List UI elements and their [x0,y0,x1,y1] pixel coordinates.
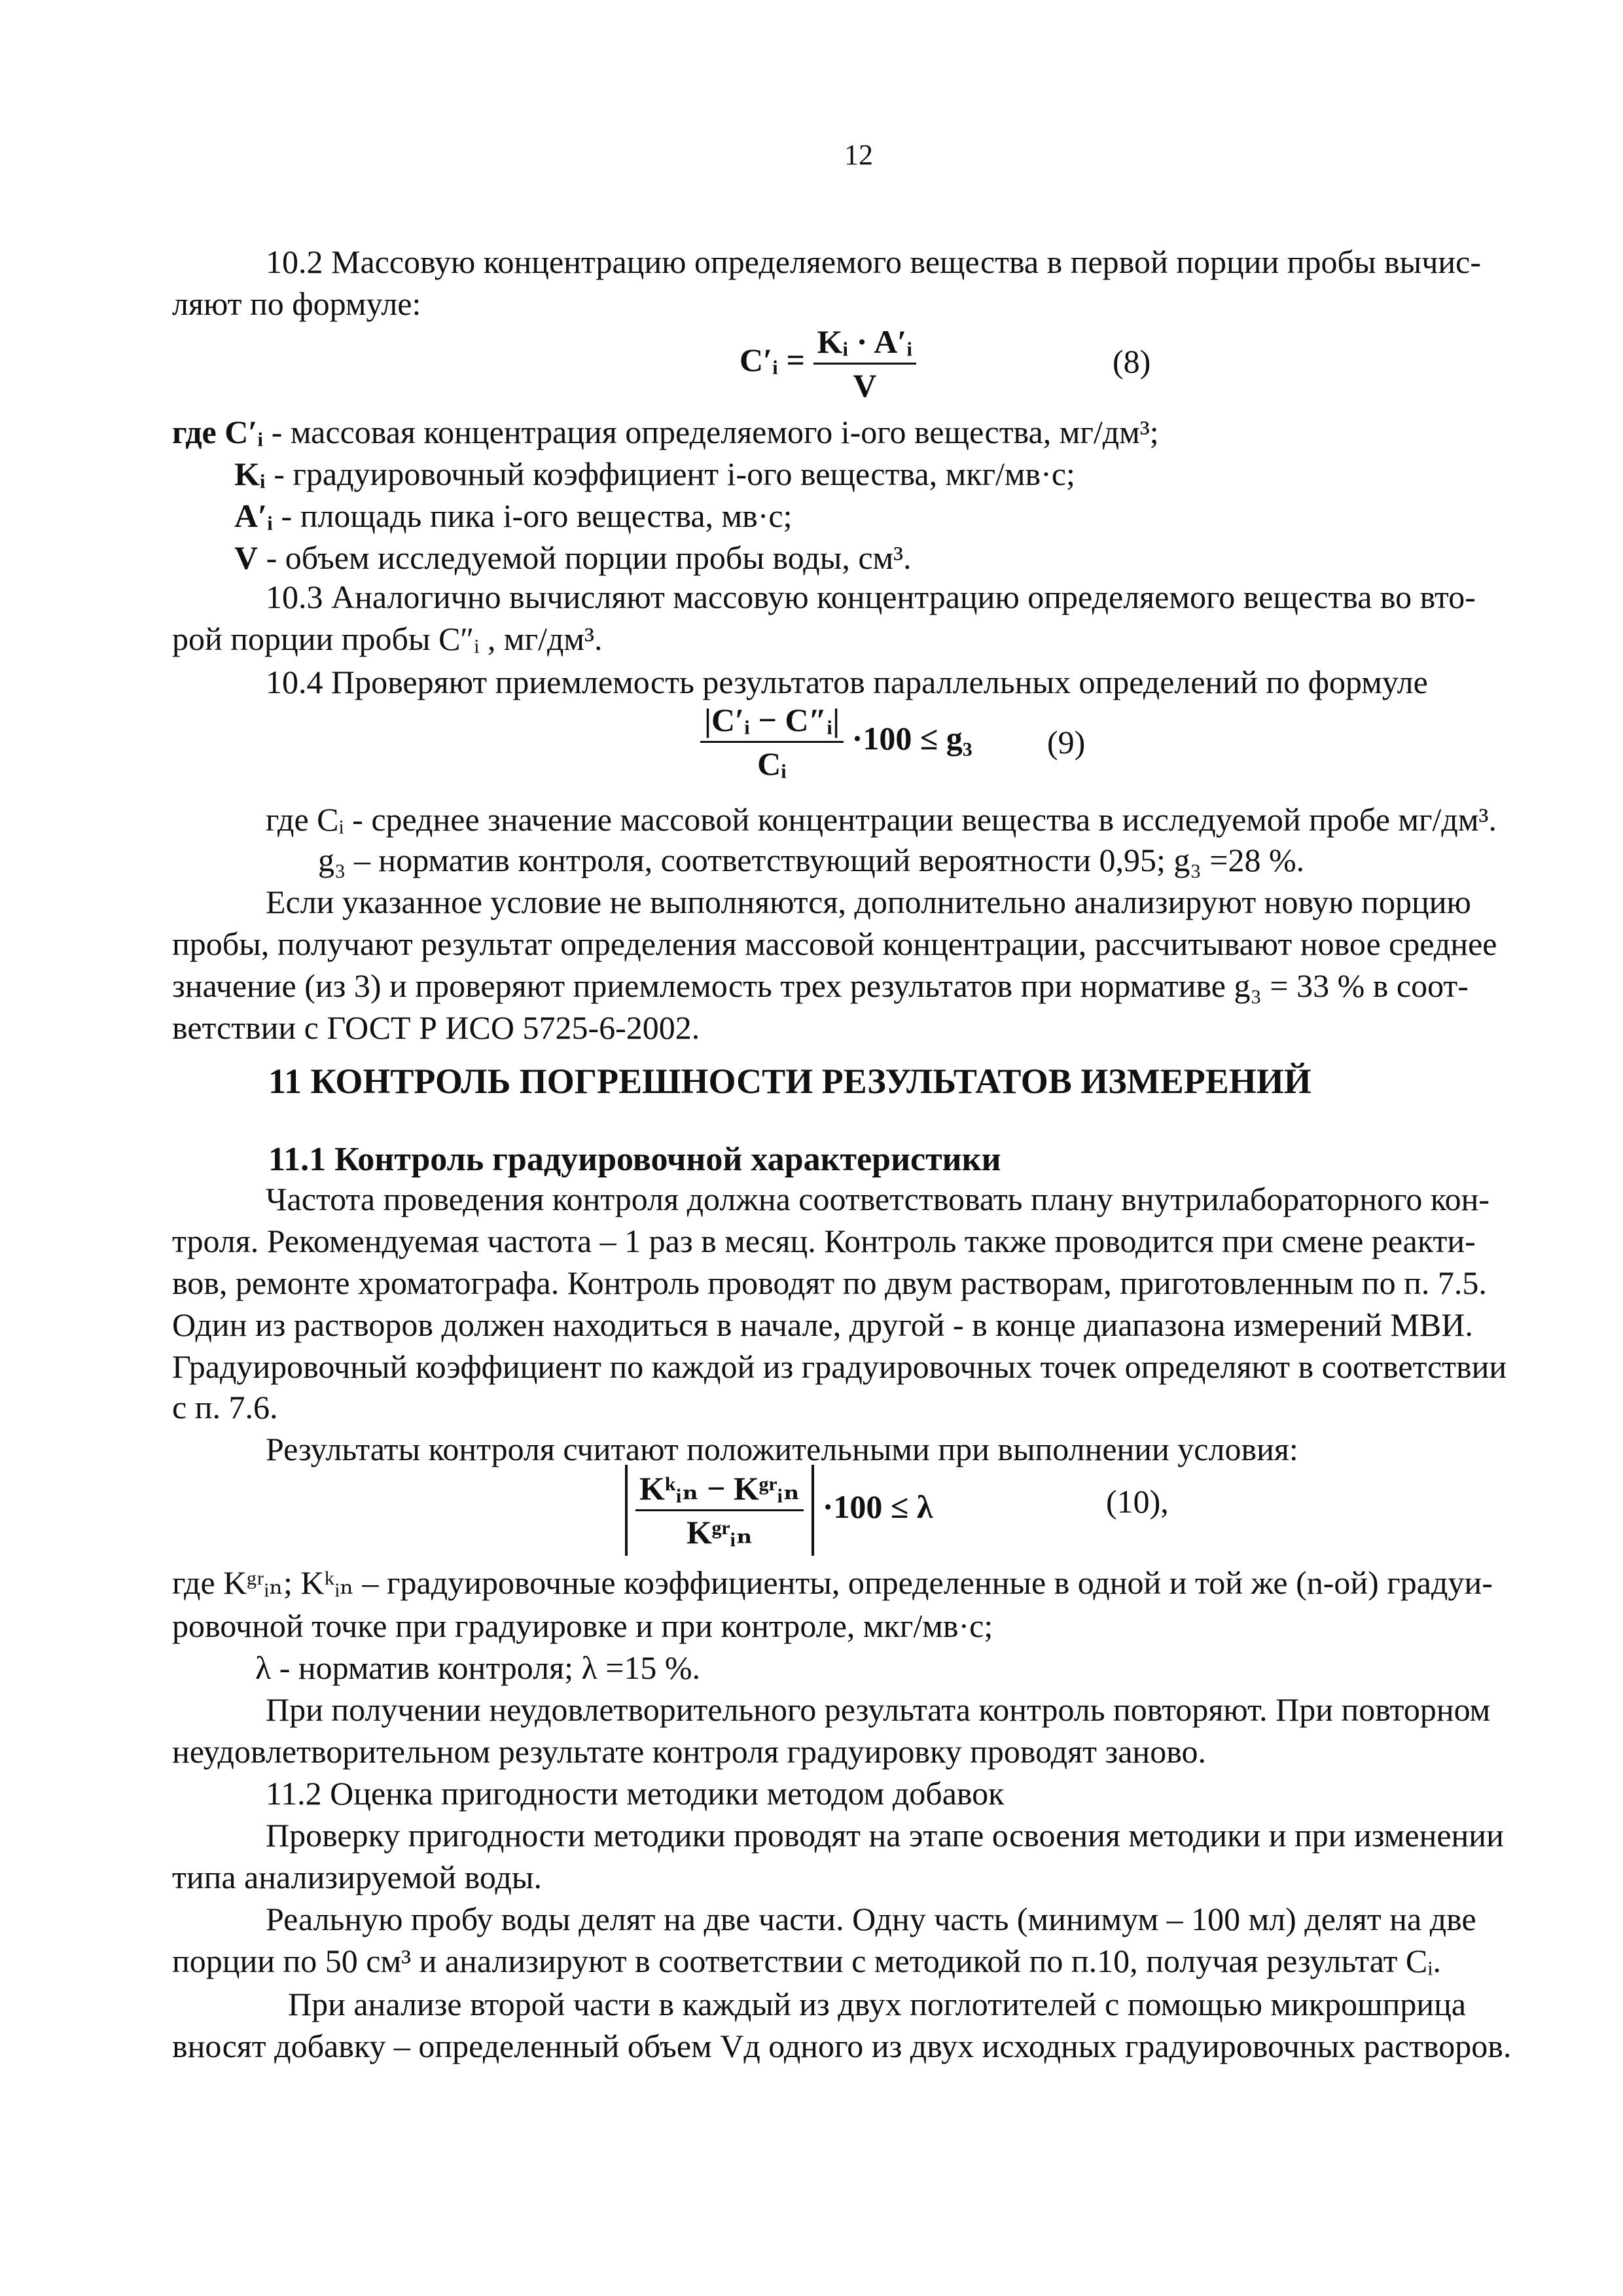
formula-9-denominator: Cᵢ [757,745,787,782]
p-fail-line-1: При получении неудовлетворительного результата контроль повторяют. При повторном [266,1691,1491,1728]
where9-line-2: g₃ – норматив контроля, соответствующий вероятности 0,95; g₃ =28 %. [318,842,1305,878]
p-second-line-1: При анализе второй части в каждый из двух поглотителей с помощью микрошприца [288,1986,1467,2022]
formula-9-numerator: |C′ᵢ − C″ᵢ| [700,699,844,743]
p10-3-line-1: 10.3 Аналогично вычисляют массовую концентрацию определяемого вещества во вто- [266,579,1476,615]
formula-8-lhs: C′ᵢ = [740,341,806,378]
formula-9-tail: ·100 ≤ g₃ [851,719,972,757]
page-number: 12 [844,139,873,171]
formula-10-fraction [635,1467,804,1553]
p-second-line-2: вносят добавку – определенный объем Vд одного из двух исходных градуировочных растворов. [172,2028,1512,2064]
formula-8 [740,321,916,406]
lambda-line: λ - норматив контроля; λ =15 %. [255,1649,701,1686]
p10-2-line-1: 10.2 Массовую концентрацию определяемого вещества в первой порции пробы вычис- [266,243,1481,280]
where8-sym-4: V [234,539,259,576]
p10-3-line-2: рой порции пробы C″ᵢ , мг/дм³. [172,620,603,657]
formula-10-denominator: Kᵍʳᵢₙ [687,1514,753,1551]
where8-line-3 [234,495,793,537]
p11-1-line-4: Один из растворов должен находиться в начале, другой - в конце диапазона измерений МВИ. [172,1306,1473,1343]
where8-text-4: - объем исследуемой порции пробы воды, см³. [258,539,912,576]
formula-10-number: (10), [1106,1483,1169,1520]
p11-1-line-5: Градуировочный коэффициент по каждой из градуировочных точек определяют в соответствии [172,1348,1507,1385]
p10-2-line-2: ляют по формуле: [172,285,421,322]
where8-line-4 [234,537,912,579]
where8-sym-2: Kᵢ [234,456,266,492]
formula-10-abs [625,1465,814,1556]
p-real-line-2: порции по 50 см³ и анализируют в соответствии с методикой по п.10, получая результат Cᵢ. [172,1943,1441,1979]
p11-1-line-6: с п. 7.6. [172,1389,278,1426]
where10-line-2: ровочной точке при градуировке и при контроле, мкг/мв·с; [172,1607,993,1644]
where10-line-1: где Kᵍʳᵢₙ; Kᵏᵢₙ – градуировочные коэффициенты, определенные в одной и той же (n-ой) градуи- [172,1564,1493,1601]
p11-1-line-3: вов, ремонте хроматографа. Контроль проводят по двум растворам, приготовленным по п. 7.5. [172,1265,1487,1301]
where8-text-1: - массовая концентрация определяемого i-ого вещества, мг/дм³; [263,414,1159,450]
formula-9-number: (9) [1047,724,1086,761]
formula-10-tail: ·100 ≤ λ [822,1488,933,1525]
formula-9-fraction [700,699,844,785]
p-if-line-3: значение (из 3) и проверяют приемлемость трех результатов при нормативе g₃ = 33 % в соот- [172,967,1469,1004]
formula-8-number: (8) [1113,343,1151,380]
formula-9 [700,699,972,785]
formula-8-fraction [813,321,917,406]
p-if-line-2: пробы, получают результат определения массовой концентрации, рассчитывают новое среднее [172,925,1497,962]
where8-sym-1: где C′ᵢ [172,414,264,450]
p11-1-line-1: Частота проведения контроля должна соответствовать плану внутрилабораторного кон- [266,1181,1490,1217]
where8-text-3: - площадь пика i-ого вещества, мв·с; [273,497,793,534]
p11-1-line-2: троля. Рекомендуемая частота – 1 раз в месяц. Контроль также проводится при смене реакти- [172,1223,1476,1259]
section-11-1-heading: 11.1 Контроль градуировочной характеристики [268,1141,1001,1178]
where8-line-2 [234,453,1075,495]
section-11-heading: 11 КОНТРОЛЬ ПОГРЕШНОСТИ РЕЗУЛЬТАТОВ ИЗМЕРЕНИЙ [268,1062,1311,1101]
where8-text-2: - градуировочный коэффициент i-ого вещества, мкг/мв·с; [265,456,1075,492]
formula-8-numerator: Kᵢ · A′ᵢ [813,321,917,365]
where8-line-1 [172,411,1159,453]
p10-4: 10.4 Проверяют приемлемость результатов параллельных определений по формуле [266,664,1428,700]
p11-2-line-1: Проверку пригодности методики проводят на этапе освоения методики и при изменении [266,1817,1504,1854]
where8-sym-3: A′ᵢ [234,497,274,534]
p-real-line-1: Реальную пробу воды делят на две части. Одну часть (минимум – 100 мл) делят на две [266,1901,1476,1937]
where9-line-1: где Cᵢ - среднее значение массовой концентрации вещества в исследуемой пробе мг/дм³. [266,801,1497,838]
formula-8-denominator: V [853,367,877,404]
formula-10-numerator: Kᵏᵢₙ − Kᵍʳᵢₙ [635,1467,804,1511]
p-results: Результаты контроля считают положительными при выполнении условия: [266,1431,1298,1467]
p-if-line-1: Если указанное условие не выполняются, дополнительно анализируют новую порцию [266,884,1471,920]
p11-2-line-2: типа анализируемой воды. [172,1859,542,1895]
p-fail-line-2: неудовлетворительном результате контроля градуировку проводят заново. [172,1733,1206,1770]
section-11-2-heading: 11.2 Оценка пригодности методики методом добавок [266,1775,1005,1812]
formula-10 [625,1465,933,1556]
p-if-line-4: ветствии с ГОСТ Р ИСО 5725-6-2002. [172,1009,700,1046]
